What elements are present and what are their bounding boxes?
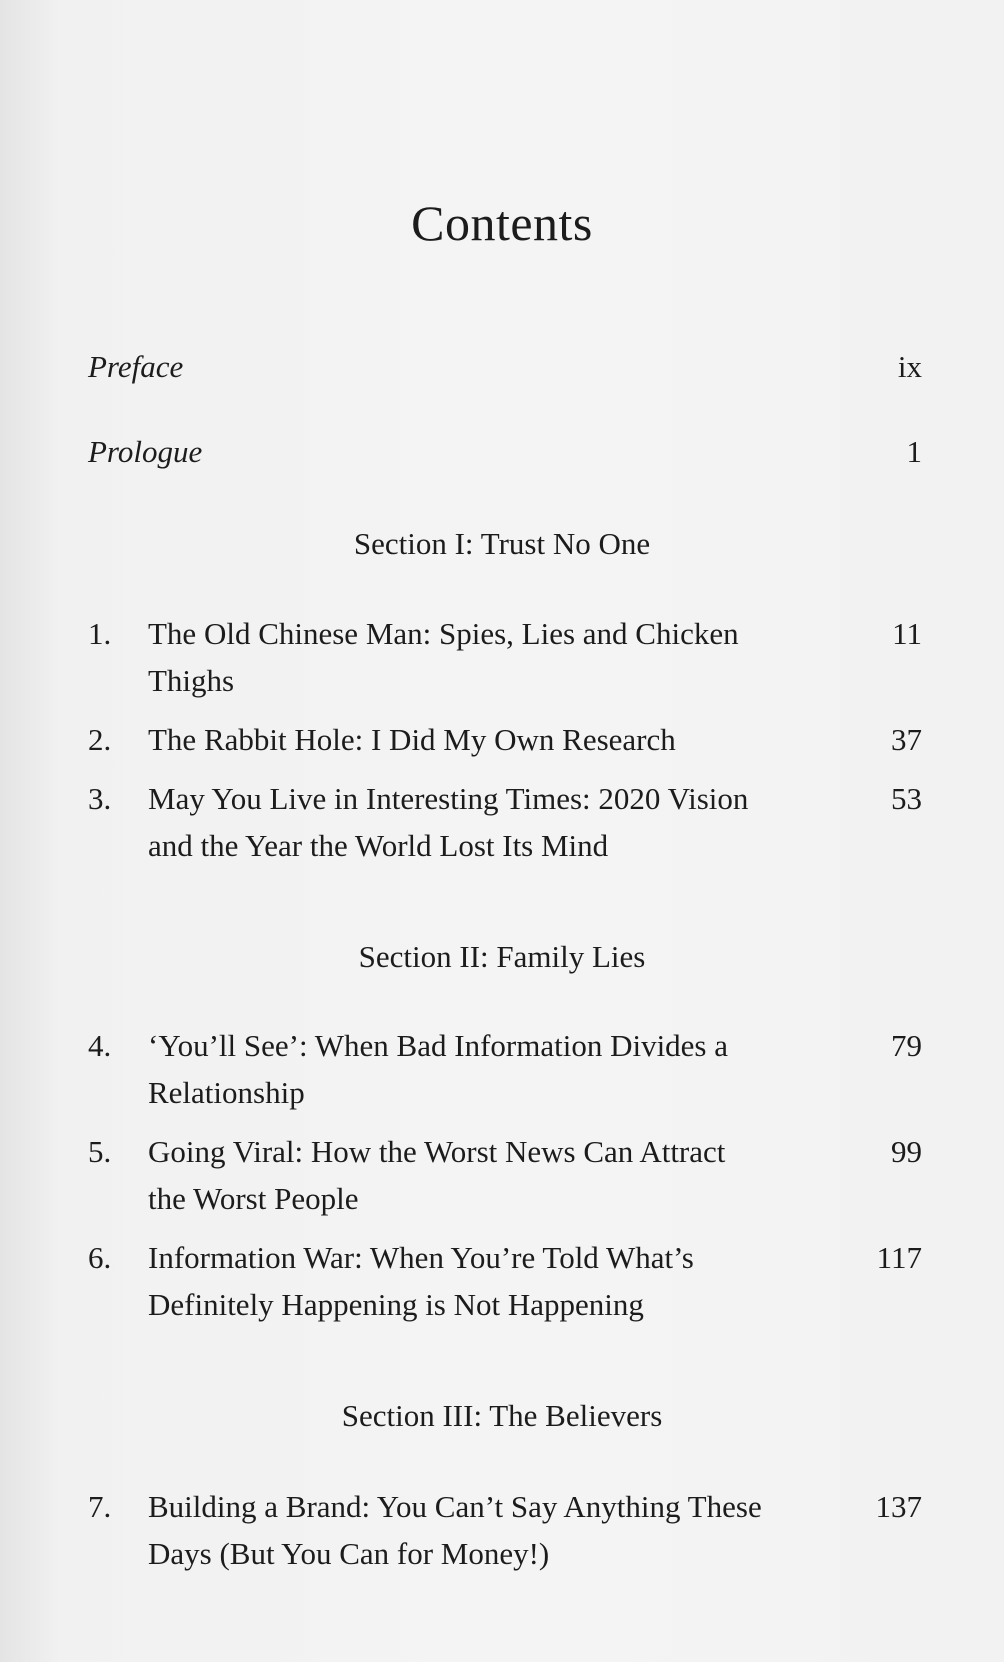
chapter-title-line: Going Viral: How the Worst News Can Attract [148,1134,726,1169]
section-heading: Section III: The Believers [341,1398,663,1433]
chapter-title-line: and the Year the World Lost Its Mind [148,828,609,863]
front-matter-entry-preface [88,347,922,387]
chapter-number: 7. [88,1489,112,1524]
chapter-title-line: Days (But You Can for Money!) [148,1536,550,1571]
page-number: 37 [891,722,922,757]
page-number: 117 [876,1240,922,1275]
page-number: 11 [892,616,922,651]
entry-title: Prologue [88,434,203,469]
chapter-number: 6. [88,1240,112,1275]
chapter-number: 4. [88,1028,112,1063]
page-number: 99 [891,1134,922,1169]
chapter-title-line: The Rabbit Hole: I Did My Own Research [148,722,676,757]
front-matter-entry-prologue [88,432,922,472]
chapter-title-line: the Worst People [148,1181,359,1216]
chapter-title [148,775,828,869]
chapter-number: 3. [88,781,112,816]
chapter-number: 2. [88,722,112,757]
entry-title: Preface [88,349,184,384]
chapter-title-line: Information War: When You’re Told What’s [148,1240,694,1275]
chapter-number: 5. [88,1134,112,1169]
page-number: 79 [891,1028,922,1063]
chapter-title-line: Building a Brand: You Can’t Say Anything These [148,1489,762,1524]
chapter-title-line: Thighs [148,663,235,698]
chapter-title-line: May You Live in Interesting Times: 2020 Vision [148,781,749,816]
page-title: Contents [411,195,593,251]
section-heading: Section I: Trust No One [353,526,651,561]
chapter-title [148,1483,828,1577]
chapter-title [148,610,828,704]
chapter-title [148,716,828,763]
page-number: ix [897,349,922,384]
chapter-title [148,1128,828,1222]
chapter-title-line: ‘You’ll See’: When Bad Information Divides a [148,1028,729,1063]
page-number: 1 [906,434,922,469]
page-number: 53 [891,781,922,816]
page-number: 137 [875,1489,922,1524]
chapter-title-line: The Old Chinese Man: Spies, Lies and Chicken [148,616,739,651]
section-heading: Section II: Family Lies [358,939,646,974]
chapter-title [148,1234,828,1328]
chapter-number: 1. [88,616,112,651]
chapter-title-line: Relationship [148,1075,305,1110]
chapter-title-line: Definitely Happening is Not Happening [148,1287,644,1322]
chapter-title [148,1022,828,1116]
